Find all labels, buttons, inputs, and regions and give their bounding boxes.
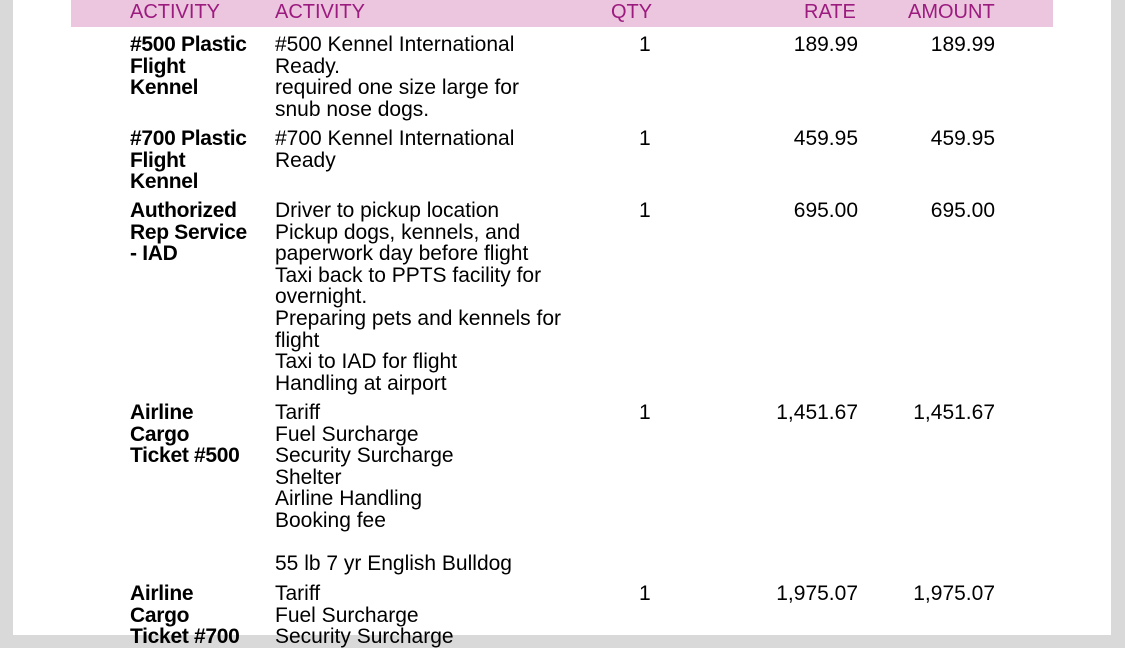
header-qty: QTY — [611, 1, 653, 23]
row-item: Authorized Rep Service - IAD — [130, 199, 247, 266]
row-description: Tariff Fuel Surcharge Security Surcharge Shelter Airline Handling Booking fee 55 lb 7 yr English Bulldog — [275, 401, 512, 576]
row-qty: 1 — [639, 199, 651, 222]
row-description: Tariff Fuel Surcharge Security Surcharge — [275, 582, 454, 648]
row-description: #700 Kennel International Ready — [275, 127, 515, 172]
row-description: Driver to pickup location Pickup dogs, kennels, and paperwork day before flight Taxi back to PPTS facility for overnight. Preparing pets and kennels for flight Taxi to IAD for flight Handling at airport — [275, 199, 562, 395]
table-header — [71, 0, 1053, 27]
row-rate: 459.95 — [793, 127, 858, 150]
row-item: #700 Plastic Flight Kennel — [130, 127, 247, 194]
row-amount: 189.99 — [930, 33, 995, 56]
row-qty: 1 — [639, 582, 651, 605]
row-rate: 695.00 — [793, 199, 858, 222]
header-activity-description: ACTIVITY — [275, 1, 366, 23]
header-amount: AMOUNT — [908, 1, 995, 23]
row-item: #500 Plastic Flight Kennel — [130, 33, 247, 100]
invoice-page — [13, 0, 1111, 648]
row-amount: 695.00 — [930, 199, 995, 222]
row-rate: 1,975.07 — [776, 582, 858, 605]
header-rate: RATE — [804, 1, 856, 23]
header-activity-item: ACTIVITY — [130, 1, 221, 23]
row-rate: 189.99 — [793, 33, 858, 56]
row-amount: 459.95 — [930, 127, 995, 150]
row-qty: 1 — [639, 33, 651, 56]
row-rate: 1,451.67 — [776, 401, 858, 424]
row-qty: 1 — [639, 401, 651, 424]
row-amount: 1,975.07 — [913, 582, 995, 605]
row-item: Airline Cargo Ticket #500 — [130, 401, 240, 468]
row-amount: 1,451.67 — [913, 401, 995, 424]
row-qty: 1 — [639, 127, 651, 150]
row-description: #500 Kennel International Ready. required one size large for snub nose dogs. — [275, 33, 519, 121]
row-item: Airline Cargo Ticket #700 — [130, 582, 240, 648]
